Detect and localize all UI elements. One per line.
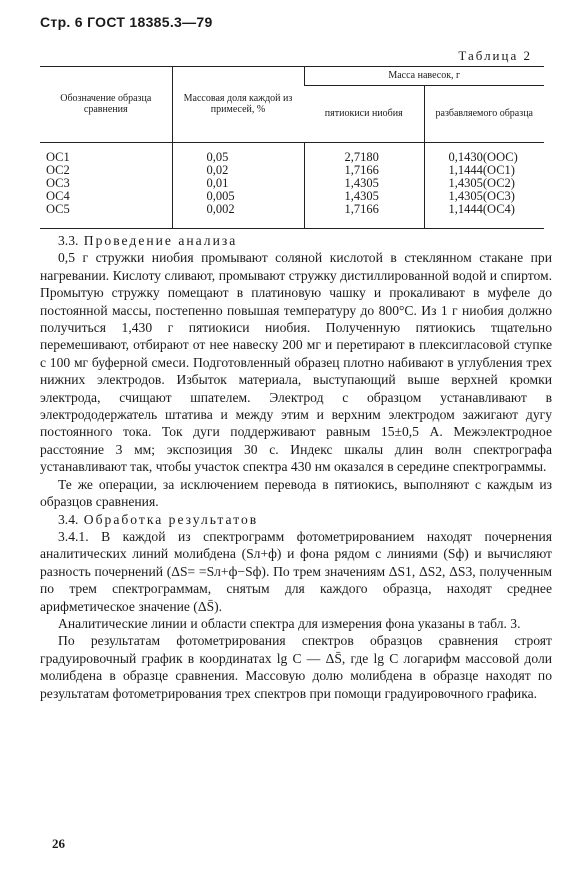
cell-fraction: 0,02 (172, 164, 304, 177)
cell-sample: ОС4 (46, 188, 70, 203)
section-title: Проведение анализа (83, 233, 238, 248)
table-row (40, 190, 544, 203)
cell-sample: ОС3 (46, 175, 70, 190)
cell-fraction: 0,005 (172, 190, 304, 203)
page-header: Стр. 6 ГОСТ 18385.3—79 (40, 14, 213, 30)
cell-niobium: 1,4305 (304, 177, 424, 190)
paragraph: Аналитические линии и области спектра для измерения фона указаны в табл. 3. (58, 615, 521, 631)
cell-fraction: 0,05 (172, 142, 304, 164)
paragraph: По результатам фотометрирования спектров образцов сравнения строят градуировочный график в координатах lg C — ΔS̄, где lg C логарифм массовой доли молибдена в образце сравнения. Массовую долю молибдена в образце находят по результатам фотометрирования трех спектров при помощи градуировочного графика. (40, 633, 552, 701)
cell-sample: ОС5 (40, 203, 172, 229)
section-title: Обработка результатов (83, 511, 259, 527)
table-caption: Таблица 2 (458, 48, 532, 63)
cell-fraction: 0,002 (172, 203, 304, 229)
section-heading (40, 511, 552, 528)
cell-fraction: 0,01 (172, 177, 304, 190)
table-row (40, 164, 544, 177)
section-number: 3.4. (58, 511, 79, 527)
cell-diluted: 1,4305(ОС2) (424, 177, 544, 190)
section-heading (40, 232, 552, 249)
cell-niobium: 2,7180 (304, 142, 424, 164)
cell-sample: ОС2 (46, 162, 70, 177)
reference-samples-table (40, 66, 544, 229)
cell-sample: ОС1 (46, 149, 70, 164)
cell-diluted: 1,1444(ОС1) (424, 164, 544, 177)
body-text (40, 232, 552, 702)
header-mass-group: Масса навесок, г (304, 67, 544, 86)
cell-niobium: 1,4305 (304, 190, 424, 203)
header-fraction: Массовая доля каждой из примесей, % (172, 67, 304, 143)
table-row (40, 177, 544, 190)
table-row (40, 203, 544, 229)
header-diluted: разбавляемого образца (424, 85, 544, 142)
header-sample: Обозначение образца сравнения (40, 67, 172, 143)
cell-diluted: 1,1444(ОС4) (424, 203, 544, 229)
cell-niobium: 1,7166 (304, 203, 424, 229)
header-niobium: пятиокиси ниобия (304, 85, 424, 142)
page-number: 26 (52, 836, 65, 851)
cell-diluted: 0,1430(ООС) (424, 142, 544, 164)
section-number: 3.3. (58, 233, 79, 248)
paragraph: Те же операции, за исключением перевода в пятиокись, выполняют с каждым из образцов сравнения. (40, 476, 552, 510)
paragraph: 3.4.1. В каждой из спектрограмм фотометрированием находят почернения аналитических линий молибдена (Sл+ф) и фона рядом с линиями (Sф) и вычисляют разность почернений (ΔS= =Sл+ф−Sф). По трем значениям ΔS1, ΔS2, ΔS3, полученным по трем спектрограммам, снятым для каждого образца, находят среднее арифметическое значение (ΔS̄). (40, 528, 552, 614)
cell-diluted: 1,4305(ОС3) (424, 190, 544, 203)
table-row (40, 142, 544, 164)
paragraph: 0,5 г стружки ниобия промывают соляной кислотой в стеклянном стакане при нагревании. Кислоту сливают, промывают стружку дистиллированной водой и спиртом. Промытую стружку помещают в платиновую чашку и прокаливают в муфеле до постоянной массы, постепенно повышая температуру до 800°С. Из 1 г ниобия должно получиться 1,430 г пятиокиси ниобия. Полученную пятиокись тщательно перемешивают, отбирают от нее навеску 200 мг и перетирают в плексигласовой ступке с 100 мг буферной смеси. Подготовленный образец плотно набивают в углубления трех нижних электродов. Избыток материала, выступающий выше верхней кромки электрода, счищают шпателем. Электрод с образцом устанавливают в электрододержатель штатива и между этим и верхним электродом зажигают дугу постоянного тока. Ток дуги поддерживают равным 15±0,5 А. Межэлектродное расстояние 3 мм; экспозиция 30 с. Индекс шкалы длин волн спектрографа устанавливают так, чтобы участок спектра 430 нм оказался в середине спектрограммы. (40, 250, 552, 475)
cell-niobium: 1,7166 (304, 164, 424, 177)
